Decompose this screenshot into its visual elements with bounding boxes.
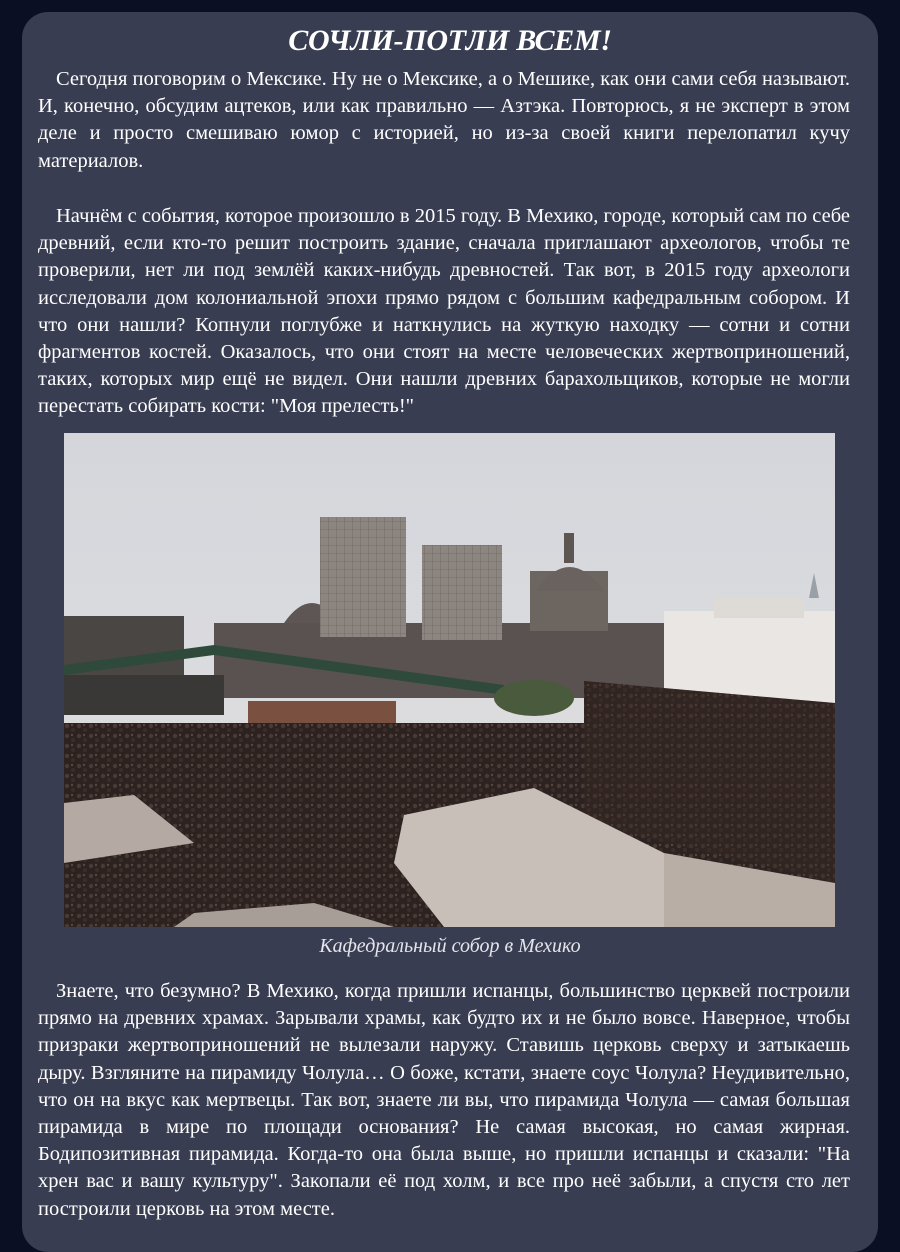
paragraph-excavation: Начнём с события, которое произошло в 2015 году. В Мехико, городе, который сам по себе древний, если кто-то решит построить здание, сначала приглашают археологов, чтобы те проверили, нет ли под землёй каких-нибудь древностей. Так вот, в 2015 году археологи исследовали дом колониальной эпохи прямо рядом с большим кафедральным собором. И что они нашли? Копнули поглубже и наткнулись на жуткую находку — сотни и сотни фрагментов костей. Оказалось, что они стоят на месте человеческих жертвоприношений, таких, которых мир ещё не видел. Они нашли древних барахольщиков, которые не могли перестать собирать кости: "Моя прелесть!" <box>38 205 850 418</box>
cathedral-photo <box>64 433 835 927</box>
article-title: СОЧЛИ-ПОТЛИ ВСЕМ! <box>288 24 612 57</box>
paragraph-intro: Сегодня поговорим о Мексике. Ну не о Мексике, а о Мешике, как они сами себя называют. И, конечно, обсудим ацтеков, или как правильно — Азтэка. Повторюсь, я не эксперт в этом деле и просто смешиваю юмор с историей, но из-за своей книги перелопатил кучу материалов. <box>38 68 850 172</box>
paragraph-cholula: Знаете, что безумно? В Мехико, когда пришли испанцы, большинство церквей построили прямо на древних храмах. Зарывали храмы, как будто их и не было вовсе. Наверное, чтобы призраки жертвоприношений не вылезали наружу. Ставишь церковь сверху и затыкаешь дыру. Взгляните на пирамиду Чолула… О боже, кстати, знаете соус Чолула? Неудивительно, что он на вкус как мертвецы. Так вот, знаете ли вы, что пирамида Чолула — самая большая пирамида в мире по площади основания? Не самая высокая, но самая жирная. Бодипозитивная пирамида. Когда-то она была выше, но пришли испанцы и сказали: "На хрен вас и вашу культуру". Закопали её под холм, и все про неё забыли, а спустя сто лет построили церковь на этом месте. <box>38 980 850 1220</box>
photo-caption: Кафедральный собор в Мехико <box>319 935 581 957</box>
